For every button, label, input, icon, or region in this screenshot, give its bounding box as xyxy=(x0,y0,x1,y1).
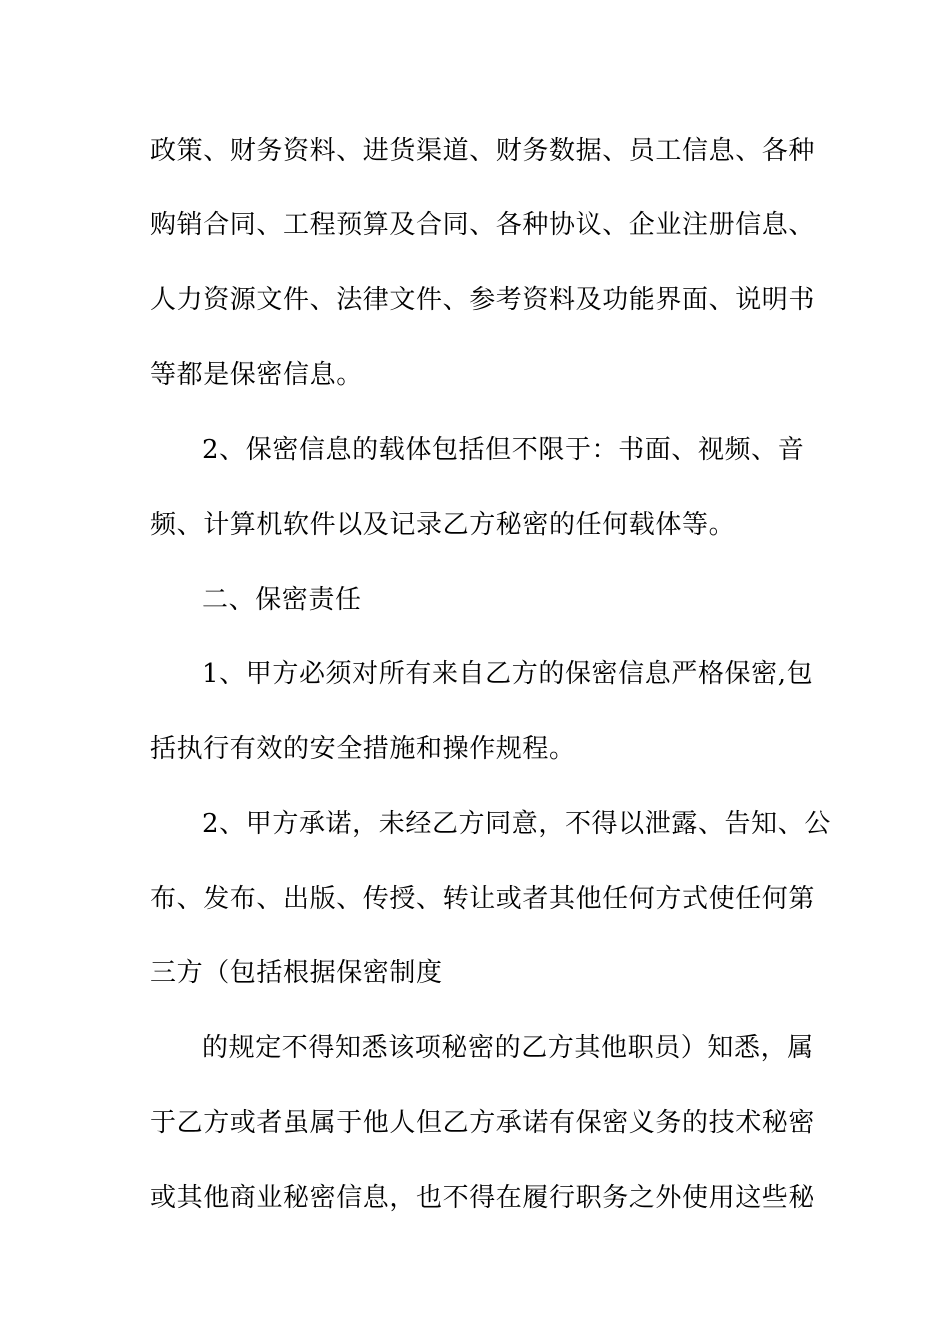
text-line: 政策、财务资料、进货渠道、财务数据、员工信息、各种 xyxy=(150,136,816,166)
text-line: 三方（包括根据保密制度 xyxy=(150,958,443,988)
text-line: 人力资源文件、法律文件、参考资料及功能界面、说明书 xyxy=(150,285,816,315)
section-heading: 二、保密责任 xyxy=(202,585,362,615)
text-line: 等都是保密信息。 xyxy=(150,360,363,390)
text-line: 括执行有效的安全措施和操作规程。 xyxy=(150,734,576,764)
paragraph-start-line: 1、甲方必须对所有来自乙方的保密信息严格保密,包 xyxy=(202,659,814,689)
paragraph-start-line: 2、甲方承诺，未经乙方同意，不得以泄露、告知、公 xyxy=(202,809,831,839)
text-line: 于乙方或者虽属于他人但乙方承诺有保密义务的技术秘密 xyxy=(150,1108,816,1138)
text-line: 布、发布、出版、传授、转让或者其他任何方式使任何第 xyxy=(150,884,816,914)
paragraph-start-line: 的规定不得知悉该项秘密的乙方其他职员）知悉，属 xyxy=(202,1033,814,1063)
text-line: 频、计算机软件以及记录乙方秘密的任何载体等。 xyxy=(150,510,736,540)
text-line: 购销合同、工程预算及合同、各种协议、企业注册信息、 xyxy=(150,210,816,240)
text-line: 或其他商业秘密信息，也不得在履行职务之外使用这些秘 xyxy=(150,1183,816,1213)
paragraph-start-line: 2、保密信息的载体包括但不限于：书面、视频、音 xyxy=(202,435,805,465)
